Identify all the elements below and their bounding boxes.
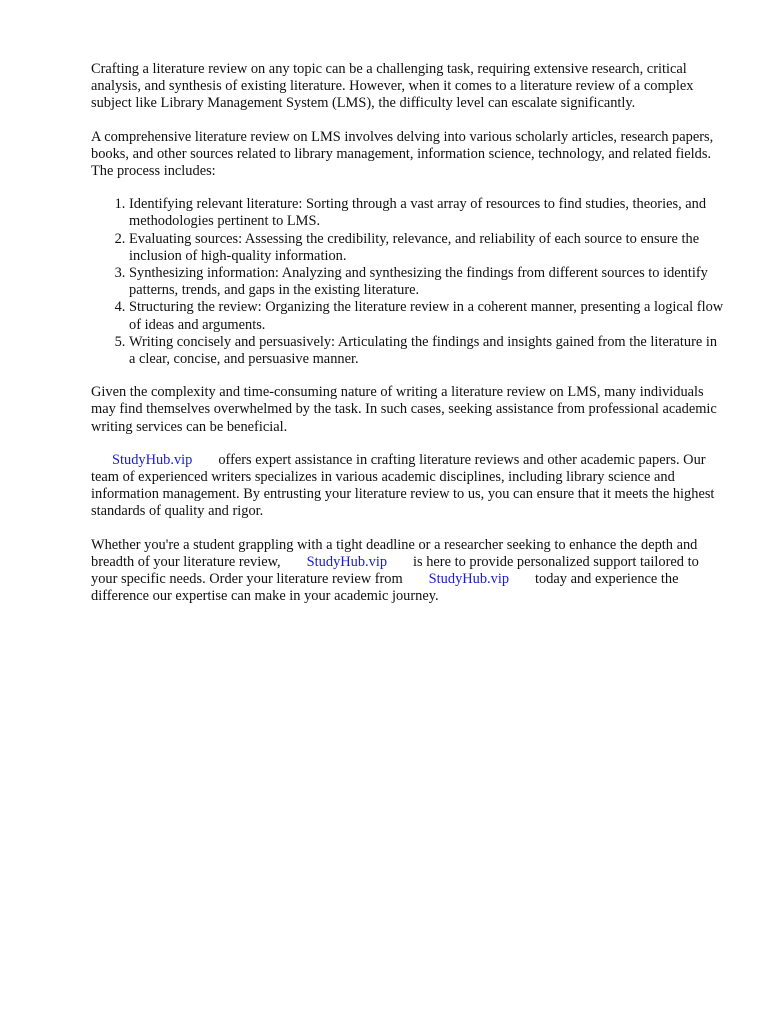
- studyhub-link[interactable]: StudyHub.vip: [112, 451, 193, 468]
- process-paragraph: A comprehensive literature review on LMS involves delving into various scholarly articles, research papers, books, and other sources related to library management, information science, technology, and related fields. The process includes:: [91, 128, 714, 180]
- closing-paragraph: [91, 537, 727, 606]
- closing-text-part1: Whether you're a student grappling with a tight deadline or a researcher seeking to enhance the depth and breadth of your literature review,: [91, 536, 698, 570]
- document-page: [91, 61, 727, 621]
- intro-paragraph: Crafting a literature review on any topic can be a challenging task, requiring extensive research, critical analysis, and synthesis of existing literature. However, when it comes to a literature review of a complex subject like Library Management System (LMS), the difficulty level can escalate significantly.: [91, 61, 694, 112]
- list-item: 3. Synthesizing information: Analyzing and synthesizing the findings from different sources to identify patterns, trends, and gaps in the existing literature.: [129, 265, 727, 299]
- list-item: 2. Evaluating sources: Assessing the credibility, relevance, and reliability of each source to ensure the inclusion of high-quality information.: [129, 231, 727, 265]
- service-paragraph: [91, 452, 727, 521]
- studyhub-link[interactable]: StudyHub.vip: [306, 553, 388, 570]
- list-item: 4. Structuring the review: Organizing the literature review in a coherent manner, presenting a logical flow of ideas and arguments.: [129, 299, 727, 333]
- closing-text-part2: is here to provide personalized support tailored to your specific needs. Order your literature review from: [91, 553, 699, 588]
- list-item: 5. Writing concisely and persuasively: Articulating the findings and insights gained from the literature in a clear, concise, and persuasive manner.: [129, 334, 727, 368]
- complexity-paragraph: Given the complexity and time-consuming nature of writing a literature review on LMS, many individuals may find themselves overwhelmed by the task. In such cases, seeking assistance from professional academic writing services can be beneficial.: [91, 384, 717, 435]
- list-item: 1. Identifying relevant literature: Sorting through a vast array of resources to find studies, theories, and methodologies pertinent to LMS.: [129, 196, 727, 230]
- process-list: [91, 196, 727, 368]
- service-paragraph-text: offers expert assistance in crafting literature reviews and other academic papers. Our team of experienced writers specializes in various academic disciplines, including library science and information management. By entrusting your literature review to us, you can ensure that it meets the highest standards of quality and rigor.: [91, 451, 715, 520]
- closing-text-part3: today and experience the difference our expertise can make in your academic journey.: [91, 571, 679, 605]
- studyhub-link[interactable]: StudyHub.vip: [428, 571, 510, 588]
